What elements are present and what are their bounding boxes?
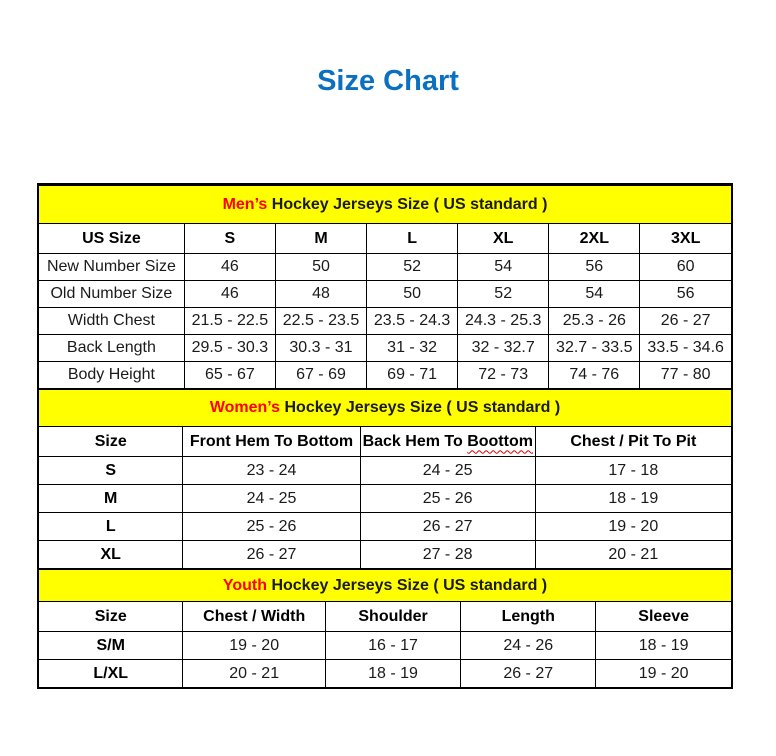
value-cell: 52	[367, 254, 458, 281]
misspelled-word: Boottom	[467, 432, 533, 450]
value-cell: 22.5 - 23.5	[275, 308, 366, 335]
value-cell: 23.5 - 24.3	[367, 308, 458, 335]
youth-section-header	[39, 570, 731, 602]
value-cell: 23 - 24	[183, 457, 360, 485]
column-header-shoulder: Shoulder	[325, 602, 460, 632]
column-header-chest-width: Chest / Width	[183, 602, 326, 632]
value-cell: 18 - 19	[535, 485, 731, 513]
youth-size-table	[39, 569, 731, 687]
row-label: S	[39, 457, 183, 485]
value-cell: 16 - 17	[325, 632, 460, 660]
column-header-l: L	[367, 224, 458, 254]
value-cell: 19 - 20	[596, 660, 731, 688]
table-row	[39, 281, 731, 308]
back-hem-label: Back Hem To	[362, 432, 463, 450]
value-cell: 56	[640, 281, 731, 308]
table-row	[39, 660, 731, 688]
value-cell: 24 - 25	[360, 457, 535, 485]
mens-section-header-row	[39, 186, 731, 224]
value-cell: 19 - 20	[183, 632, 326, 660]
value-cell: 24 - 26	[461, 632, 596, 660]
row-label: L/XL	[39, 660, 183, 688]
table-row	[39, 457, 731, 485]
womens-size-table	[39, 389, 731, 569]
womens-column-header-row	[39, 427, 731, 457]
column-header-size: Size	[39, 602, 183, 632]
mens-section-highlight: Men’s	[222, 195, 268, 213]
value-cell: 56	[549, 254, 640, 281]
value-cell: 17 - 18	[535, 457, 731, 485]
value-cell: 72 - 73	[458, 362, 549, 389]
column-header-s: S	[184, 224, 275, 254]
row-label: Back Length	[39, 335, 184, 362]
column-header-size: Size	[39, 427, 183, 457]
column-header-2xl: 2XL	[549, 224, 640, 254]
row-label: S/M	[39, 632, 183, 660]
page-title: Size Chart	[317, 65, 459, 97]
value-cell: 54	[458, 254, 549, 281]
size-chart-container	[37, 183, 733, 689]
table-row	[39, 632, 731, 660]
column-header-front-hem: Front Hem To Bottom	[183, 427, 360, 457]
column-header-sleeve: Sleeve	[596, 602, 731, 632]
value-cell: 21.5 - 22.5	[184, 308, 275, 335]
row-label: Body Height	[39, 362, 184, 389]
row-label: New Number Size	[39, 254, 184, 281]
value-cell: 26 - 27	[183, 541, 360, 569]
mens-section-header	[39, 186, 731, 224]
mens-section-label: Hockey Jerseys Size ( US standard )	[267, 195, 548, 213]
value-cell: 69 - 71	[367, 362, 458, 389]
value-cell: 26 - 27	[360, 513, 535, 541]
value-cell: 60	[640, 254, 731, 281]
value-cell: 19 - 20	[535, 513, 731, 541]
row-label: XL	[39, 541, 183, 569]
column-header-length: Length	[461, 602, 596, 632]
column-header-xl: XL	[458, 224, 549, 254]
value-cell: 20 - 21	[535, 541, 731, 569]
value-cell: 25 - 26	[360, 485, 535, 513]
value-cell: 77 - 80	[640, 362, 731, 389]
value-cell: 52	[458, 281, 549, 308]
youth-section-header-row	[39, 570, 731, 602]
value-cell: 32.7 - 33.5	[549, 335, 640, 362]
column-header-back-hem	[360, 427, 535, 457]
value-cell: 46	[184, 281, 275, 308]
value-cell: 27 - 28	[360, 541, 535, 569]
value-cell: 32 - 32.7	[458, 335, 549, 362]
value-cell: 20 - 21	[183, 660, 326, 688]
value-cell: 31 - 32	[367, 335, 458, 362]
column-header-m: M	[275, 224, 366, 254]
youth-section-highlight: Youth	[222, 576, 267, 594]
table-row	[39, 513, 731, 541]
value-cell: 74 - 76	[549, 362, 640, 389]
value-cell: 18 - 19	[325, 660, 460, 688]
table-row	[39, 308, 731, 335]
womens-section-header	[39, 390, 731, 427]
value-cell: 26 - 27	[640, 308, 731, 335]
value-cell: 24.3 - 25.3	[458, 308, 549, 335]
youth-section-label: Hockey Jerseys Size ( US standard )	[267, 576, 548, 594]
mens-column-header-row	[39, 224, 731, 254]
value-cell: 18 - 19	[596, 632, 731, 660]
value-cell: 24 - 25	[183, 485, 360, 513]
row-label: Old Number Size	[39, 281, 184, 308]
row-label: L	[39, 513, 183, 541]
youth-column-header-row	[39, 602, 731, 632]
womens-section-highlight: Women’s	[209, 399, 281, 416]
value-cell: 67 - 69	[275, 362, 366, 389]
column-header-us-size: US Size	[39, 224, 184, 254]
value-cell: 33.5 - 34.6	[640, 335, 731, 362]
value-cell: 48	[275, 281, 366, 308]
value-cell: 25.3 - 26	[549, 308, 640, 335]
value-cell: 25 - 26	[183, 513, 360, 541]
value-cell: 46	[184, 254, 275, 281]
value-cell: 54	[549, 281, 640, 308]
row-label: Width Chest	[39, 308, 184, 335]
womens-section-header-row	[39, 390, 731, 427]
value-cell: 65 - 67	[184, 362, 275, 389]
table-row	[39, 254, 731, 281]
value-cell: 30.3 - 31	[275, 335, 366, 362]
value-cell: 50	[367, 281, 458, 308]
column-header-3xl: 3XL	[640, 224, 731, 254]
mens-size-table	[39, 186, 731, 389]
value-cell: 29.5 - 30.3	[184, 335, 275, 362]
table-row	[39, 362, 731, 389]
value-cell: 26 - 27	[461, 660, 596, 688]
value-cell: 50	[275, 254, 366, 281]
table-row	[39, 485, 731, 513]
table-row	[39, 335, 731, 362]
table-row	[39, 541, 731, 569]
row-label: M	[39, 485, 183, 513]
womens-section-label: Hockey Jerseys Size ( US standard )	[280, 399, 561, 416]
column-header-chest-pit: Chest / Pit To Pit	[535, 427, 731, 457]
